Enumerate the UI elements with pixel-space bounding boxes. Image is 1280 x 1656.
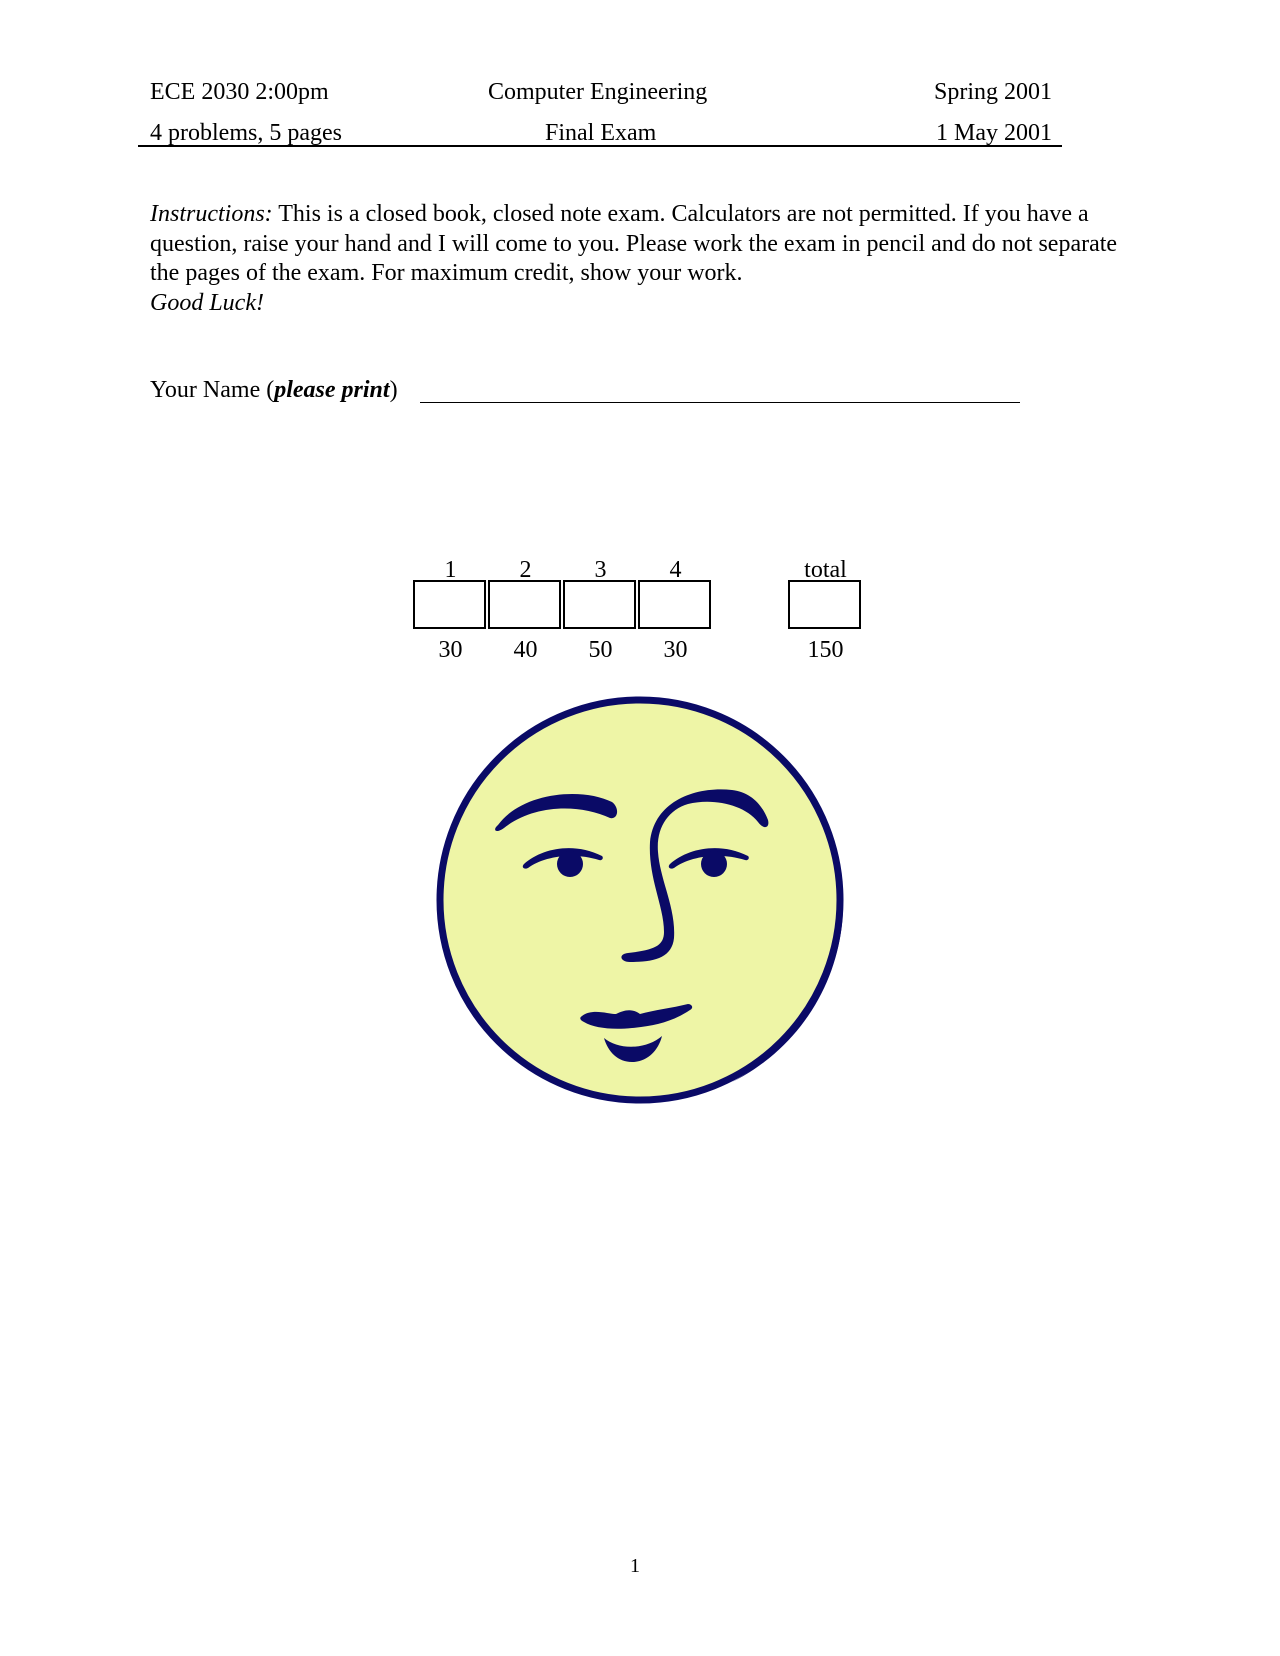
left-eye-pupil (557, 851, 583, 877)
name-label-start: Your Name ( (150, 377, 275, 403)
total-score-box[interactable] (788, 580, 861, 629)
instructions-body: This is a closed book, closed note exam. Calculators are not permitted. If you have a question, raise your hand and I will come to you. Please work the exam in pencil and do not separate the pages of the exam. For maximum credit, show your work. (150, 201, 1118, 286)
problem-4-score-box[interactable] (638, 580, 711, 629)
total-points: 150 (807, 637, 844, 663)
moon-face-icon (432, 692, 848, 1108)
problem-4-points: 30 (663, 637, 688, 663)
problem-1-score-box[interactable] (413, 580, 486, 629)
problem-2-score-box[interactable] (488, 580, 561, 629)
problem-2-label: 2 (519, 557, 532, 583)
page-number: 1 (630, 1555, 640, 1577)
instructions-paragraph (150, 200, 1130, 318)
total-label: total (804, 557, 847, 583)
right-eye-pupil (701, 851, 727, 877)
problems-count: 4 problems, 5 pages (150, 120, 342, 146)
instructions-lead: Instructions: (150, 201, 273, 227)
name-input-line[interactable] (420, 402, 1020, 403)
exam-title: Final Exam (545, 120, 657, 146)
name-label-end: ) (389, 377, 398, 403)
name-label-emphasis: please print (274, 377, 390, 403)
problem-3-points: 50 (588, 637, 613, 663)
name-field-label (150, 376, 398, 404)
problem-4-label: 4 (669, 557, 682, 583)
problem-3-score-box[interactable] (563, 580, 636, 629)
problem-1-points: 30 (438, 637, 463, 663)
problem-2-points: 40 (513, 637, 538, 663)
subject-title: Computer Engineering (488, 79, 708, 105)
term-label: Spring 2001 (933, 79, 1052, 105)
face-circle (440, 700, 840, 1100)
problem-1-label: 1 (444, 557, 457, 583)
course-title: ECE 2030 2:00pm (150, 79, 329, 105)
exam-date: 1 May 2001 (936, 120, 1052, 146)
good-luck-text: Good Luck! (150, 289, 264, 316)
header-divider (138, 145, 1062, 147)
problem-3-label: 3 (594, 557, 607, 583)
